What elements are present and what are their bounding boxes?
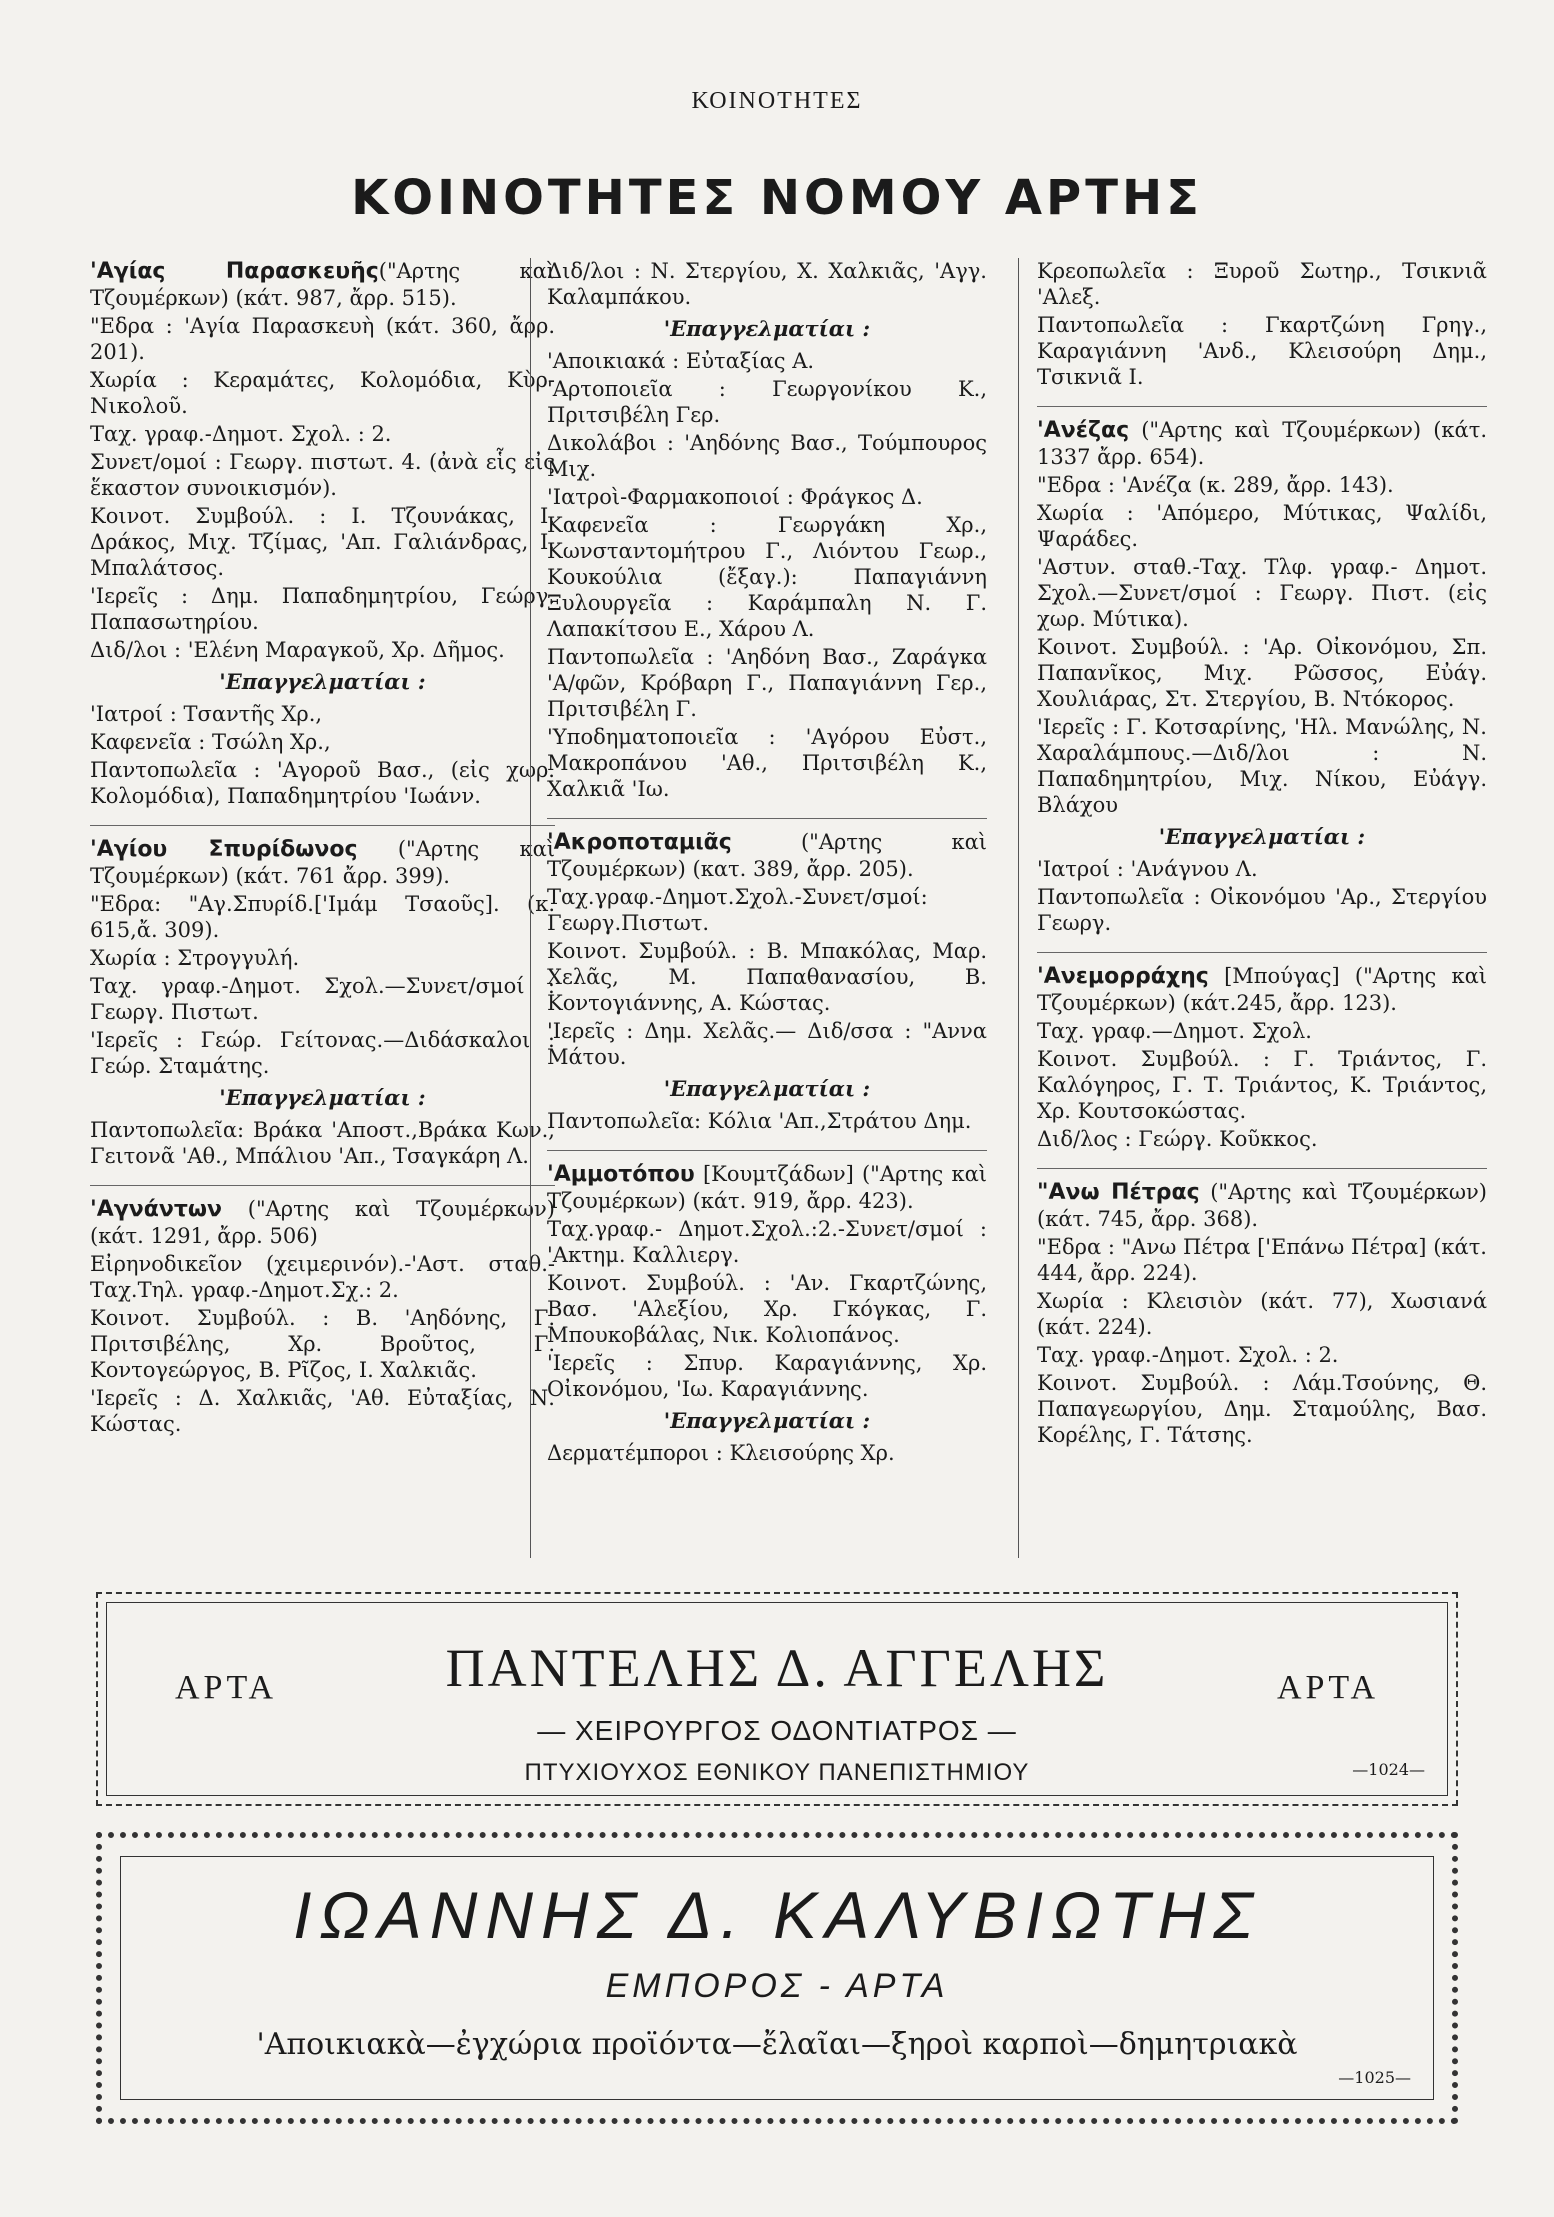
ad-city-left: ΑΡΤΑ (175, 1669, 278, 1706)
entry-leather-merchants: Δερματέμποροι : Κλεισούρης Χρ. (547, 1441, 895, 1465)
ad-frame (106, 1602, 1448, 1796)
entry-heading: 'Αγίου Σπυρίδωνος (90, 837, 358, 862)
entry-council: Κοινοτ. Συμβούλ. : Γ. Τριάντος, Γ. Καλόγηρος, Γ. Τ. Τριάντος, Κ. Τριάντος, Χρ. Κουτσοκώστας. (1037, 1047, 1487, 1123)
entry-heading: 'Αγνάντων (90, 1197, 222, 1222)
professionals-subhead: 'Επαγγελματίαι : (663, 1408, 871, 1433)
entry-cafes: Καφενεῖα : Τσώλη Χρ., (90, 730, 331, 754)
entry-grocers: Παντοπωλεῖα: Κόλια 'Απ.,Στράτου Δημ. (547, 1109, 972, 1133)
entry-doctors: 'Ιατροί : 'Ανάγνου Λ. (1037, 857, 1258, 881)
ad-goods: 'Αποικιακὰ—ἐγχώρια προϊόντα—ἔλαῖαι—ξηροὶ καρποὶ—δημητριακὰ (256, 2027, 1298, 2062)
entry-priests: 'Ιερεῖς : Γεώρ. Γείτονας.—Διδάσκαλοι : Γεώρ. Σταμάτης. (90, 1028, 555, 1078)
entry-grocers: Παντοπωλεῖα : Οἰκονόμου 'Αρ., Στεργίου Γεωργ. (1037, 885, 1487, 935)
entry-heading: 'Ακροποταμιᾶς (547, 830, 732, 855)
ad-name: ΙΩΑΝΝΗΣ Δ. ΚΑΛΥΒΙΩΤΗΣ (293, 1878, 1261, 1952)
entry-detail: ("Αρτης καὶ Τζουμέρκων) (κάτ. 1337 ἄρρ. 654). (1037, 418, 1487, 469)
entry-priests: 'Ιερεῖς : Σπυρ. Καραγιάννης, Χρ. Οἰκονόμου, 'Ιω. Καραγιάννης. (547, 1351, 987, 1401)
advertisement-dentist (96, 1592, 1458, 1806)
entry-detail: ("Αρτης καὶ Τζουμέρκων) (κατ. 389, ἄρρ. 205). (547, 830, 987, 881)
entry-detail: ("Αρτης καὶ Τζουμέρκων) (κάτ. 745, ἄρρ. 368). (1037, 1180, 1487, 1231)
professionals-subhead: 'Επαγγελματίαι : (663, 1076, 871, 1101)
entry-ammotopou-continued (1037, 258, 1487, 390)
entry-agiou-spyridonos (90, 836, 555, 1169)
entry-seat: "Εδρα : 'Ανέζα (κ. 289, ἄρρ. 143). (1037, 473, 1394, 497)
entry-detail: [Μπούγας] ("Αρτης καὶ Τζουμέρκων) (κάτ.245, ἄρρ. 123). (1037, 964, 1487, 1015)
entry-shoemakers: 'Υποδηματοποιεῖα : 'Αγόρου Εὐστ., Μακροπάνου 'Αθ., Πριτσιβέλη Κ., Χαλκιᾶ 'Ιω. (547, 725, 987, 801)
entry-colonial-goods: 'Αποικιακά : Εὐταξίας Α. (547, 349, 815, 373)
entry-butchers: Κρεοπωλεῖα : Ξυροῦ Σωτηρ., Τσικνιᾶ 'Αλεξ. (1037, 259, 1487, 309)
ad-city-right: ΑΡΤΑ (1276, 1669, 1379, 1706)
entry-heading: 'Ανεμορράχης (1037, 964, 1209, 989)
entry-villages: Χωρία : 'Απόμερο, Μύτικας, Ψαλίδι, Ψαράδες. (1037, 501, 1487, 551)
column-3 (1037, 258, 1487, 1464)
entry-detail: ("Αρτης καὶ Τζουμέρκων) (κάτ. 1291, ἄρρ. 506) (90, 1197, 555, 1248)
entry-agias-paraskevis (90, 258, 555, 809)
ad-name: ΠΑΝΤΕΛΗΣ Δ. ΑΓΓΕΛΗΣ (445, 1638, 1109, 1698)
entry-priests: 'Ιερεῖς : Δ. Χαλκιᾶς, 'Αθ. Εὐταξίας, Ν. Κώστας. (90, 1386, 555, 1436)
divider (90, 825, 555, 826)
divider (1037, 1168, 1487, 1169)
divider (547, 818, 987, 819)
column-2 (547, 258, 987, 1482)
entry-grocers: Παντοπωλεῖα : 'Αηδόνη Βασ., Ζαράγκα 'Α/φῶν, Κρόβαρη Γ., Παπαγιάννη Γερ., Πριτσιβέλη Γ. (547, 645, 987, 721)
entry-grocers: Παντοπωλεῖα : Γκαρτζώνη Γρηγ., Καραγιάννη 'Ανδ., Κλεισούρη Δημ., Τσικνιᾶ Ι. (1037, 313, 1487, 389)
divider (1037, 406, 1487, 407)
entry-ano-petras (1037, 1179, 1487, 1448)
entry-villages: Χωρία : Στρογγυλή. (90, 946, 300, 970)
entry-priests: 'Ιερεῖς : Δημ. Χελᾶς.— Διδ/σσα : "Αννα Μάτου. (547, 1019, 987, 1069)
entry-services: Ταχ. γραφ.-Δημοτ. Σχολ.—Συνετ/σμοί : Γεωργ. Πιστωτ. (90, 974, 555, 1024)
entry-council: Κοινοτ. Συμβούλ. : Β. 'Αηδόνης, Γ. Πριτσιβέλης, Χρ. Βροῦτος, Γ. Κοντογεώργος, Β. Ρῖζος, Ι. Χαλκιᾶς. (90, 1306, 555, 1382)
entry-detail: [Κουμτζάδων] ("Αρτης καὶ Τζουμέρκων) (κάτ. 919, ἄρρ. 423). (547, 1162, 987, 1213)
entry-anezas (1037, 417, 1487, 936)
entry-services: Ταχ.γραφ.-Δημοτ.Σχολ.-Συνετ/σμοί: Γεωργ.Πιστωτ. (547, 885, 928, 935)
entry-council: Κοινοτ. Συμβούλ. : Β. Μπακόλας, Μαρ. Χελᾶς, Μ. Παπαθανασίου, Β. Κοντογιάννης, Α. Κώστας. (547, 939, 987, 1015)
column-rule (530, 258, 531, 1558)
entry-council: Κοινοτ. Συμβούλ. : 'Αν. Γκαρτζώνης, Βασ. 'Αλεξίου, Χρ. Γκόγκας, Γ. Μπουκοβάλας, Νικ. Κολιοπάνος. (547, 1271, 987, 1347)
entry-services: Ταχ. γραφ.-Δημοτ. Σχολ. : 2. (1037, 1343, 1339, 1367)
entry-priests: 'Ιερεῖς : Δημ. Παπαδημητρίου, Γεώργ. Παπασωτηρίου. (90, 584, 555, 634)
entry-grocers: Παντοπωλεῖα: Βράκα 'Αποστ.,Βράκα Κων., Γειτονᾶ 'Αθ., Μπάλιου 'Απ., Τσαγκάρη Λ. (90, 1118, 555, 1168)
entry-solicitors: Δικολάβοι : 'Αηδόνης Βασ., Τούμπουρος Μιχ. (547, 431, 987, 481)
entry-services: 'Αστυν. σταθ.-Ταχ. Τλφ. γραφ.- Δημοτ. Σχολ.—Συνετ/σμοί : Γεωργ. Πιστ. (εἰς χωρ. Μύτικα). (1037, 555, 1487, 631)
ad-qualification: ΠΤΥΧΙΟΥΧΟΣ ΕΘΝΙΚΟΥ ΠΑΝΕΠΙΣΤΗΜΙΟΥ (524, 1759, 1030, 1786)
professionals-subhead: 'Επαγγελματίαι : (663, 316, 871, 341)
entry-detail: ("Αρτης καὶ Τζουμέρκων) (κάτ. 987, ἄρρ. 515). (90, 259, 555, 310)
entry-bakeries: 'Αρτοποιεῖα : Γεωργονίκου Κ., Πριτσιβέλη Γερ. (547, 377, 987, 427)
page-title: ΚΟΙΝΟΤΗΤΕΣ ΝΟΜΟΥ ΑΡΤΗΣ (351, 170, 1203, 226)
entry-services: Ταχ.γραφ.- Δημοτ.Σχολ.:2.-Συνετ/σμοί : 'Ακτημ. Καλλιεργ. (547, 1217, 987, 1267)
divider (547, 1150, 987, 1151)
entry-agnanton-continued (547, 258, 987, 802)
entry-services: Ταχ. γραφ.-Δημοτ. Σχολ. : 2. (90, 422, 392, 446)
professionals-subhead: 'Επαγγελματίαι : (219, 1085, 426, 1110)
entry-villages: Χωρία : Κλεισιὸν (κάτ. 77), Χωσιανά (κάτ. 224). (1037, 1289, 1487, 1339)
entry-villages: Χωρία : Κεραμάτες, Κολομόδια, Κὺρ-Νικολοῦ. (90, 368, 555, 418)
ad-profession: ΕΜΠΟΡΟΣ - ΑΡΤΑ (605, 1967, 949, 2005)
ad-frame (120, 1856, 1434, 2100)
professionals-subhead: 'Επαγγελματίαι : (219, 669, 426, 694)
running-head: ΚΟΙΝΟΤΗΤΕΣ (691, 88, 863, 114)
ad-number: —1024— (1352, 1760, 1425, 1779)
column-1 (90, 258, 555, 1453)
entry-council: Κοινοτ. Συμβούλ. : Ι. Τζουνάκας, Ι. Δράκος, Μιχ. Τζίμας, 'Απ. Γαλιάνδρας, Ι. Μπαλάτσος. (90, 504, 555, 580)
divider (1037, 952, 1487, 953)
entry-doctors: 'Ιατροί : Τσαντῆς Χρ., (90, 702, 323, 726)
entry-council: Κοινοτ. Συμβούλ. : 'Αρ. Οἰκονόμου, Σπ. Παπανῖκος, Μιχ. Ρῶσσος, Εὐάγ. Χουλιάρας, Στ. Στεργίου, Β. Ντόκορος. (1037, 635, 1487, 711)
entry-heading: 'Αγίας Παρασκευῆς (90, 259, 379, 284)
entry-akropotamias (547, 829, 987, 1134)
column-rule (1018, 258, 1019, 1558)
entry-doctors: 'Ιατροὶ-Φαρμακοποιοί : Φράγκος Δ. (547, 485, 923, 509)
entry-teachers: Διδ/λοι : 'Ελένη Μαραγκοῦ, Χρ. Δῆμος. (90, 638, 505, 662)
ad-number: —1025— (1338, 2068, 1411, 2087)
entry-cafes: Καφενεῖα : Γεωργάκη Χρ., Κωνσταντομήτρου Γ., Λιόντου Γεωρ., Κουκούλια (ἔξαγ.): Παπαγιάννη Ξυλουργεῖα : Καράμπαλη Ν. Γ. Λαπακίτσου Ε., Χάρου Λ. (547, 513, 987, 641)
entry-cooperatives: Συνετ/ομοί : Γεωργ. πιστωτ. 4. (ἀνὰ εἷς εἰς ἕκαστον συνοικισμόν). (90, 450, 555, 500)
advertisement-merchant (96, 1832, 1458, 2124)
entry-seat: "Εδρα : 'Αγία Παρασκευὴ (κάτ. 360, ἄρρ. 201). (90, 314, 555, 364)
entry-anemorrachis (1037, 963, 1487, 1152)
entry-seat: "Εδρα: "Αγ.Σπυρίδ.['Ιμάμ Τσαοῦς]. (κ. 615,ἄ. 309). (90, 892, 555, 942)
entry-council: Κοινοτ. Συμβούλ. : Λάμ.Τσούνης, Θ. Παπαγεωργίου, Δημ. Σταμούλης, Βασ. Κορέλης, Γ. Τάτσης. (1037, 1371, 1487, 1447)
entry-priests: 'Ιερεῖς : Γ. Κοτσαρίνης, 'Ηλ. Μανώλης, Ν. Χαραλάμπους.—Διδ/λοι : Ν. Παπαδημητρίου, Μιχ. Νίκου, Εὐάγγ. Βλάχου (1037, 715, 1487, 817)
professionals-subhead: 'Επαγγελματίαι : (1158, 824, 1366, 849)
entry-grocers: Παντοπωλεῖα : 'Αγοροῦ Βασ., (εἰς χωρ. Κολομόδια), Παπαδημητρίου 'Ιωάνν. (90, 758, 555, 808)
entry-heading: 'Αμμοτόπου (547, 1162, 695, 1187)
entry-services: Εἰρηνοδικεῖον (χειμερινόν).-'Αστ. σταθ.-Ταχ.Τηλ. γραφ.-Δημοτ.Σχ.: 2. (90, 1252, 555, 1302)
ad-profession: — ΧΕΙΡΟΥΡΓΟΣ ΟΔΟΝΤΙΑΤΡΟΣ — (537, 1715, 1017, 1746)
entry-seat: "Εδρα : "Ανω Πέτρα ['Επάνω Πέτρα] (κάτ. 444, ἄρρ. 224). (1037, 1235, 1487, 1285)
entry-detail: ("Αρτης καὶ Τζουμέρκων) (κάτ. 761 ἄρρ. 399). (90, 837, 555, 888)
entry-heading: "Ανω Πέτρας (1037, 1180, 1200, 1205)
entry-services: Ταχ. γραφ.—Δημοτ. Σχολ. (1037, 1019, 1312, 1043)
divider (90, 1185, 555, 1186)
entry-heading: 'Ανέζας (1037, 418, 1130, 443)
entry-agnanton (90, 1196, 555, 1437)
entry-teachers: Διδ/λοι : Ν. Στεργίου, Χ. Χαλκιᾶς, 'Αγγ. Καλαμπάκου. (547, 259, 987, 309)
entry-teachers: Διδ/λος : Γεώργ. Κοῦκκος. (1037, 1127, 1318, 1151)
entry-ammotopou (547, 1161, 987, 1466)
